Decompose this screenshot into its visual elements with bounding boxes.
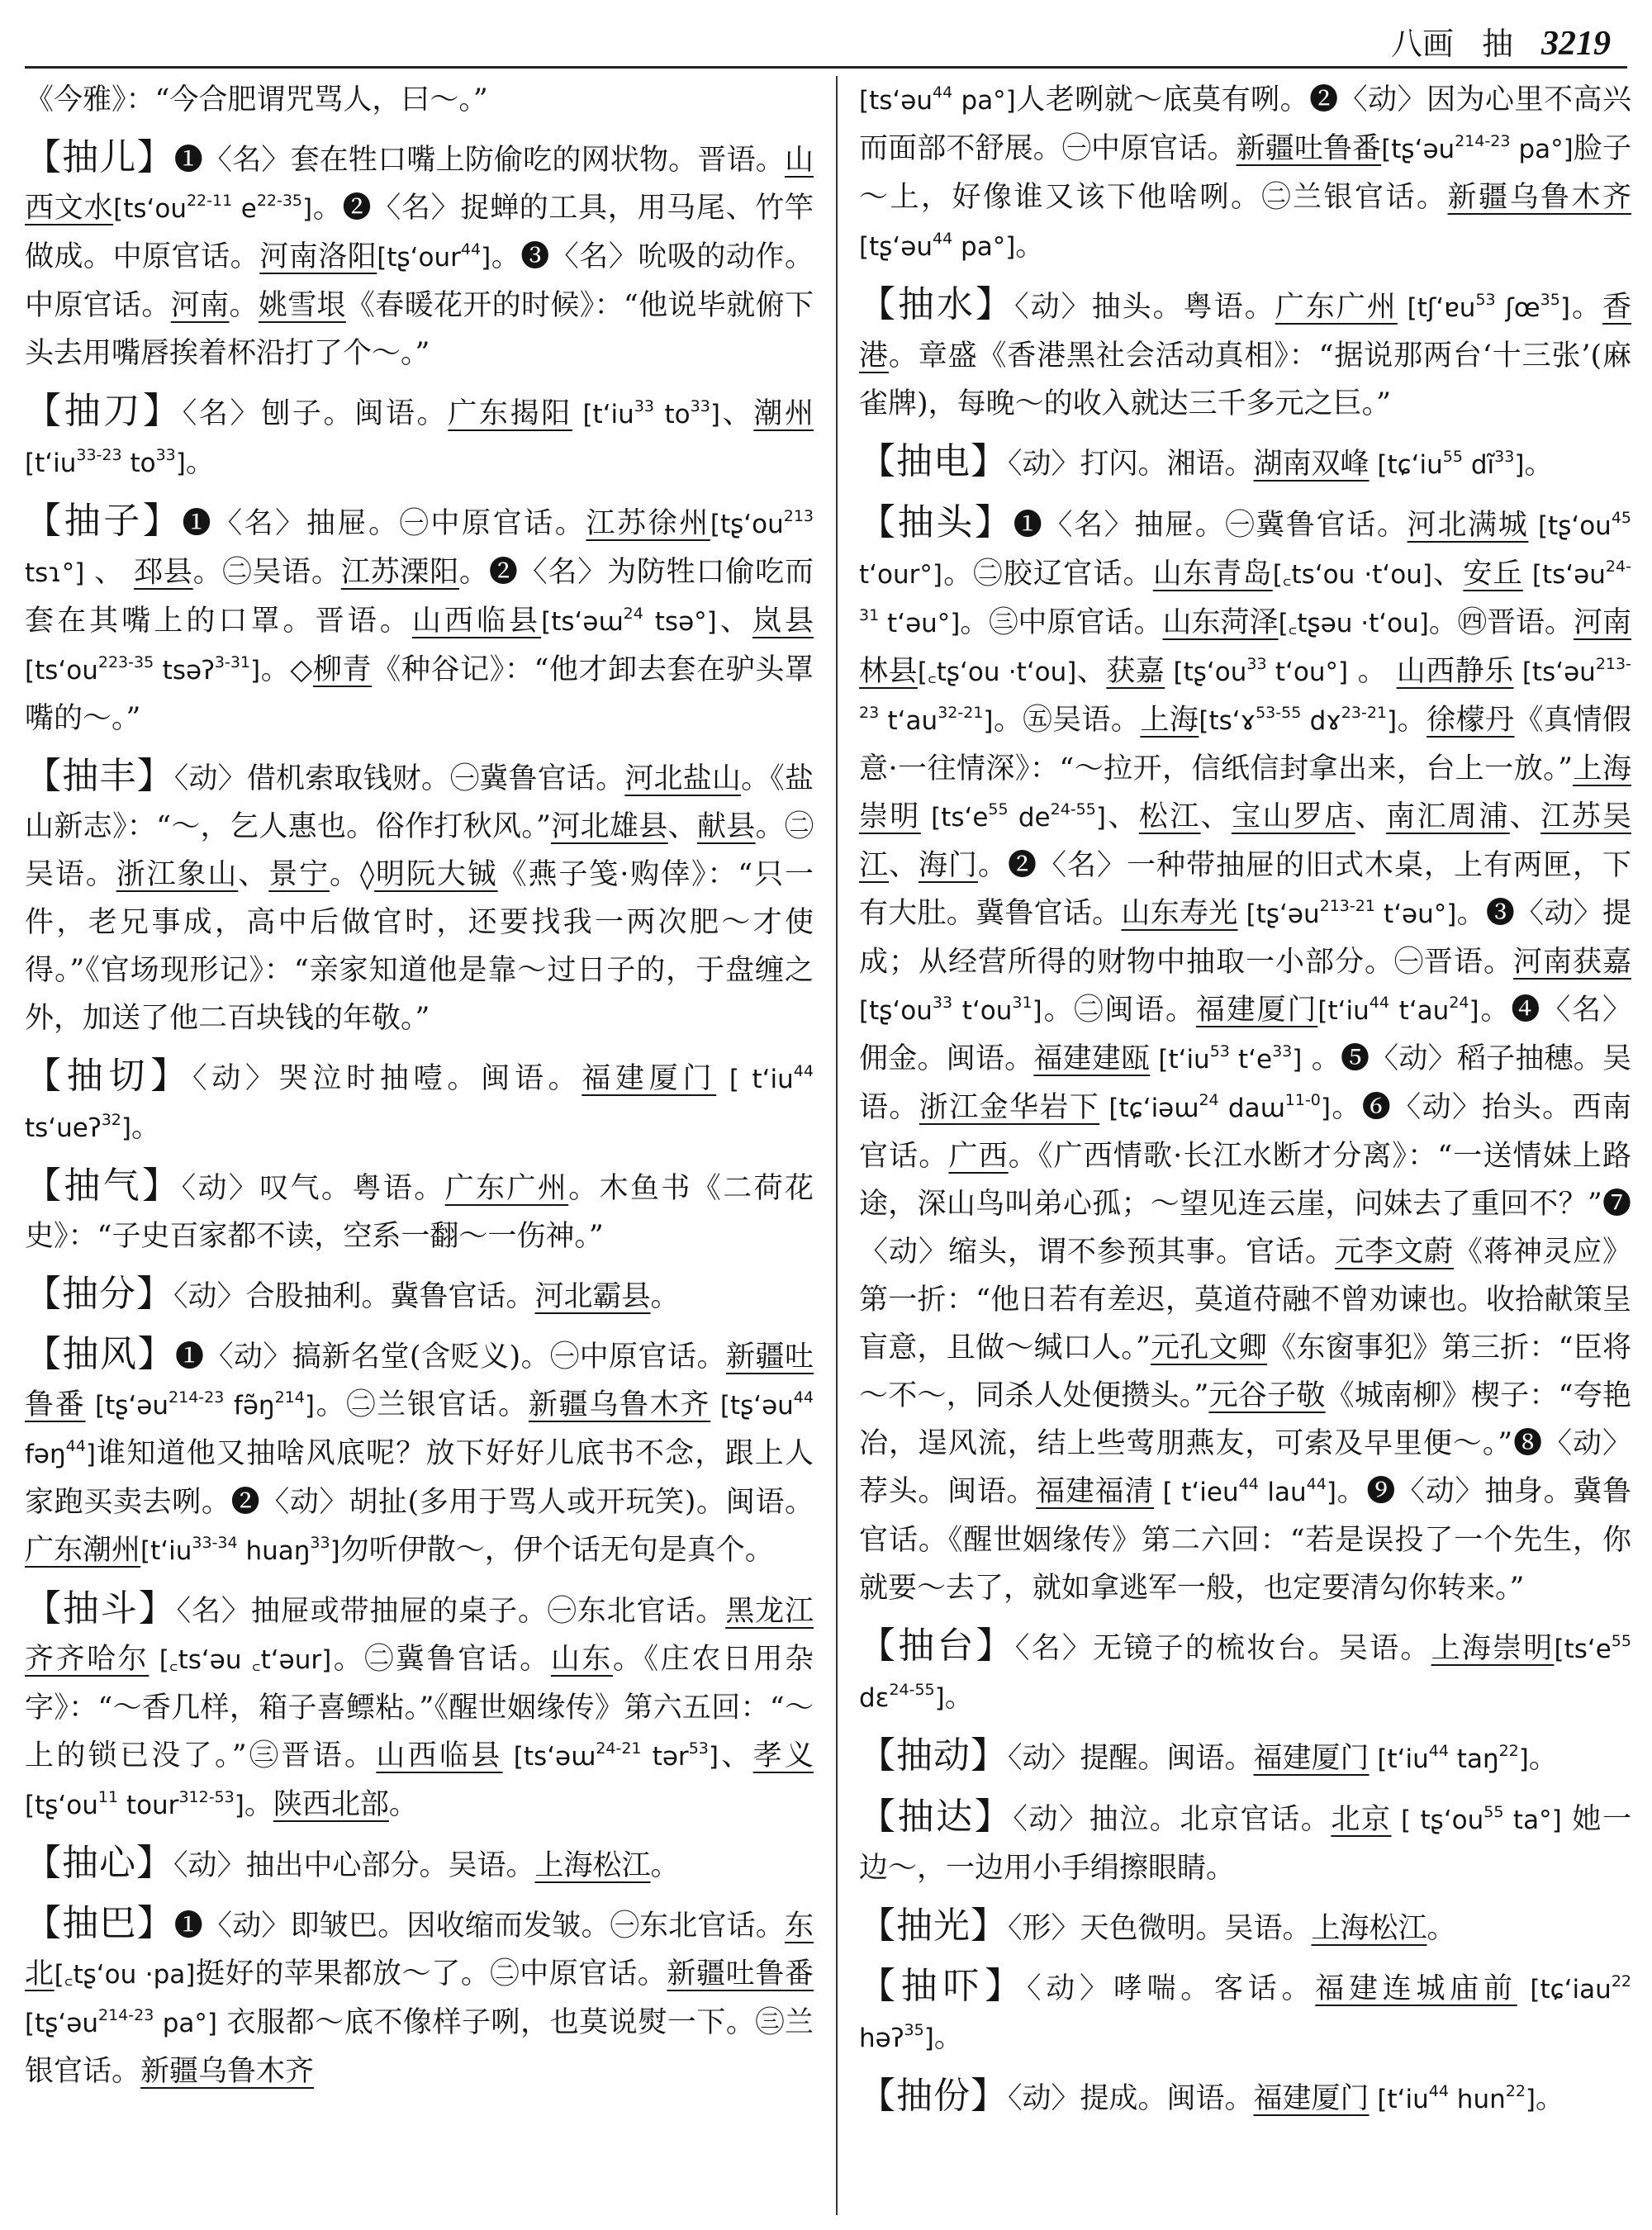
phonetic: [꜀tsʻou ·tʻou] <box>1272 560 1432 590</box>
phonetic: [꜀tʂʻou ·tʻou] <box>917 657 1077 687</box>
phonetic: [tsʻe$^{55}$ $de^{24-55}$] <box>920 800 1106 833</box>
page-number: 3219 <box>1541 25 1611 63</box>
page-header <box>1391 18 1611 64</box>
place-name: 广东广州 <box>1275 291 1398 324</box>
place-name: 山西临县 <box>376 1739 503 1772</box>
phonetic: [ tʻieu$^{44}$ lau$^{44}$] <box>1154 1475 1336 1507</box>
entry-choutou: 【抽头】❶〈名〉抽屉。㊀冀鲁官话。河北满城 [tʂʻou$^{45}$ tʻour°]。㊁胶辽官话。山东青岛[꜀tsʻou ·tʻou]、安丘 [tsʻəu$^{24-31}$ tʻəu°]。㊂中原官话。山东菏泽[꜀tʂəu ·tʻou]。㊃晋语。河南林县[꜀tʂʻou ·tʻou]、获嘉 [tʂʻou$^{33}$ tʻou°] 。 山西静乐 [tsʻəu$^{213-23}$ tʻau$^{32-21}$]。㊄吴语。上海[tsʻɤ$^{53-55}$ dɤ$^{23-21}$]。徐檬丹《真情假意·一往情深》：“～拉开，信纸信封拿出来，台上一放。”上海崇明 [tsʻe$^{55}$ $de^{24-55}$]、松江、宝山罗店、南汇周浦、江苏吴江、海门。❷〈名〉一种带抽屉的旧式木桌，上有两匣，下有大肚。冀鲁官话。山东寿光 [tʂʻəu$^{213-21}$ tʻəu°]。❸〈动〉提成；从经营所得的财物中抽取一小部分。㊀晋语。河南获嘉[tʂʻou$^{33}$ tʻou$^{31}$]。㊁闽语。福建厦门[tʻiu$^{44}$ tʻau$^{24}$]。❹〈名〉佣金。闽语。福建建瓯 [tʻiu$^{53}$ tʻe$^{33}$] 。❺〈动〉稻子抽穗。吴语。浙江金华岩下 [tɕʻiəɯ$^{24}$ daɯ$^{11-0}$]。❻〈动〉抬头。西南官话。广西。《广西情歌·长江水断才分离》：“一送情妹上路途，深山鸟叫弟心孤；～望见连云崖，问妹去了重回不？”❼〈动〉缩头，谓不参预其事。官话。元李文蔚《蒋神灵应》第一折：“他日若有差迟，莫道苻融不曾劝谏也。收拾献策呈盲意，且做～缄口人。”元孔文卿《东窗事犯》第三折：“臣将～不～，同杀人处便攒头。”元谷子敬《城南柳》楔子：“夸艳冶，逞风流，结上些莺朋燕友，可索及早里便～。”❽〈动〉荐头。闽语。福建福清 [ tʻieu$^{44}$ lau$^{44}$]。❾〈动〉抽身。冀鲁官话。《醒世姻缘传》第二六回：“若是误投了一个先生，你就要～去了，就如拿逃军一般，也定要清勾你转来。” <box>859 501 1631 1605</box>
place-name: 北京 <box>1331 1803 1392 1836</box>
place-name: 河北雄县 <box>551 810 668 843</box>
headword: 【抽电】 <box>859 440 1008 482</box>
phonetic: [꜀tsʻəu ꜀tʻəur] <box>149 1645 332 1675</box>
phonetic: [tʂʻou$^{11}$ tour$^{312-53}$] <box>25 1788 244 1820</box>
headword: 【抽动】 <box>859 1734 1008 1777</box>
entry-choufeng-a: 【抽丰】〈动〉借机索取钱财。㊀冀鲁官话。河北盐山。《盐山新志》：“～，乞人惠也。俗作打秋风。”河北雄县、献县。㊁吴语。浙江象山、景宁。◊明阮大铖《燕子笺·购倖》：“只一件，老兄事成，高中后做官时，还要找我一两次肥～才使得。”《官场现形记》：“亲家知道他是靠～过日子的，于盘缠之外，加送了他二百块钱的年敬。” <box>25 755 814 1035</box>
phonetic: [tsʻəɯ$^{24-21}$ tər$^{53}$] <box>502 1739 719 1772</box>
entry-continuation: 《今雅》：“今合肥谓咒骂人，曰～。” <box>25 83 488 116</box>
place-name: 上海 <box>1140 704 1199 737</box>
place-name: 陕西北部 <box>273 1788 389 1821</box>
headword: 【抽吓】 <box>859 1965 1028 2007</box>
phonetic: [tʻiu$^{33}$ $to^{33}$] <box>572 397 720 429</box>
place-name: 新疆乌鲁木齐 <box>140 2055 315 2088</box>
place-name: 上海崇明 <box>859 752 1631 833</box>
headword: 【抽气】 <box>25 1165 182 1207</box>
phonetic: [ tʂʻou$^{55}$ ta°] <box>1391 1803 1562 1835</box>
author-name: 元孔文卿 <box>1150 1331 1268 1364</box>
phonetic: [tʂʻəu$^{214-23}$ pa°] <box>1381 132 1574 164</box>
column-divider <box>836 76 838 2215</box>
entry-choudou: 【抽斗】〈名〉抽屉或带抽屉的桌子。㊀东北官话。黑龙江齐齐哈尔 [꜀tsʻəu ꜀tʻəur]。㊁冀鲁官话。山东。《庄农日用杂字》：“～香几样，箱子喜鳔粘。”《醒世姻缘传》第六五回：“～上的锁已没了。”㊂晋语。山西临县 [tsʻəɯ$^{24-21}$ tər$^{53}$]、孝义 [tʂʻou$^{11}$ tour$^{312-53}$]。陕西北部。 <box>25 1587 814 1821</box>
author-name: 徐檬丹 <box>1427 704 1515 737</box>
phonetic: [tɕʻiəɯ$^{24}$ daɯ$^{11-0}$] <box>1099 1091 1331 1123</box>
place-name: 献县 <box>696 810 756 843</box>
entry-choutai: 【抽台】〈名〉无镜子的梳妆台。吴语。上海崇明[tsʻe$^{55}$ dɛ$^{24-55}$]。 <box>859 1625 1631 1714</box>
place-name: 山西静乐 <box>1396 655 1514 688</box>
place-name: 黑龙江齐齐哈尔 <box>25 1595 814 1676</box>
place-name: 山东 <box>550 1643 613 1676</box>
place-name: 孝义 <box>752 1739 814 1772</box>
place-name: 景宁 <box>268 858 330 891</box>
headword: 【抽台】 <box>859 1625 1015 1667</box>
phonetic: [ tʻiu$^{44}$ tsʻueʔ$^{32}$] <box>25 1062 814 1143</box>
place-name: 浙江象山 <box>116 858 239 891</box>
place-name: 山东青岛 <box>1152 558 1273 591</box>
place-name: 潮州 <box>753 397 814 430</box>
author-name: 姚雪垠 <box>258 289 346 322</box>
entry-chouxin: 【抽心】〈动〉抽出中心部分。吴语。上海松江。 <box>25 1842 680 1884</box>
phonetic: [꜀tʂəu ·tʻou] <box>1278 609 1429 638</box>
headword: 【抽水】 <box>859 283 1015 325</box>
entry-choushui: 【抽水】〈动〉抽头。粤语。广东广州 [tʃʻɐu$^{53}$ ʃœ$^{35}$]。香港。章盛《香港黑社会活动真相》：“据说那两台‘十三张’(麻雀牌)，每晚～的收入就达三千多元之巨。” <box>859 283 1631 420</box>
phonetic: [tsʻou$^{22-11}$ $e^{22-35}$] <box>113 192 313 224</box>
place-name: 福建厦门 <box>1195 994 1318 1027</box>
header-section: 八画 <box>1390 26 1454 62</box>
author-name: 元李文蔚 <box>1334 1236 1454 1269</box>
headword: 【抽儿】 <box>25 136 174 178</box>
phonetic: [tʂʻour$^{44}$] <box>377 240 491 273</box>
headword: 【抽巴】 <box>25 1902 174 1944</box>
phonetic: [tsʻɤ$^{53-55}$ dɤ$^{23-21}$] <box>1199 704 1398 736</box>
place-name: 邳县 <box>134 556 193 589</box>
place-name: 获嘉 <box>1106 655 1165 688</box>
place-name: 上海崇明 <box>1431 1632 1555 1665</box>
place-name: 广东潮州 <box>25 1534 141 1567</box>
phonetic: [tʂʻou$^{45}$ tʻour°] <box>859 509 1631 590</box>
place-name: 福建厦门 <box>582 1062 717 1095</box>
entry-chouqi: 【抽气】〈动〉叹气。粤语。广东广州。木鱼书《二荷花史》：“子史百家都不读，空系一翻～一伤神。” <box>25 1165 814 1253</box>
place-name: 福建厦门 <box>1253 1742 1370 1775</box>
place-name: 广东揭阳 <box>448 397 572 430</box>
place-name: 上海松江 <box>1311 1912 1427 1945</box>
header-char: 抽 <box>1481 26 1513 62</box>
phonetic: [tɕʻiu$^{55}$ $dĩ^{33}$] <box>1369 448 1525 480</box>
place-name: 岚县 <box>752 605 814 638</box>
place-name: 山东菏泽 <box>1162 606 1279 639</box>
place-name: 东北 <box>25 1910 814 1990</box>
place-name: 广东广州 <box>444 1172 569 1205</box>
place-name: 河北盐山 <box>624 762 742 795</box>
place-name: 湖南双峰 <box>1253 448 1370 481</box>
phonetic: [tsʻəu$^{24-31}$ tʻəu°] <box>859 558 1631 638</box>
place-name: 山东寿光 <box>1121 897 1238 930</box>
header-rule <box>25 66 1627 69</box>
place-name: 新疆吐鲁番 <box>1236 132 1382 165</box>
headword: 【抽达】 <box>859 1796 1014 1838</box>
headword: 【抽心】 <box>25 1842 173 1884</box>
place-name: 新疆吐鲁番 <box>667 1957 814 1990</box>
entry-chouba: 【抽巴】❶〈动〉即皱巴。因收缩而发皱。㊀东北官话。东北[꜀tʂʻou ·pa]挺好的苹果都放～了。㊁中原官话。新疆吐鲁番 [tʂʻəu$^{214-23}$ pa°] 衣服都～底不像样子咧，也莫说熨一下。㊂兰银官话。新疆乌鲁木齐 <box>25 1902 814 2088</box>
place-name: 江苏徐州 <box>586 507 710 540</box>
phonetic: [tʻiu$^{33-34}$ huaŋ$^{33}$] <box>140 1534 340 1566</box>
place-name: 江苏溧阳 <box>340 556 460 589</box>
entry-choudian: 【抽电】〈动〉打闪。湘语。湖南双峰 [tɕʻiu$^{55}$ $dĩ^{33}$]。 <box>859 440 1554 482</box>
headword: 【抽风】 <box>25 1333 175 1375</box>
entry-choufen: 【抽分】〈动〉合股抽利。冀鲁官话。河北霸县。 <box>25 1273 680 1315</box>
left-column <box>25 76 814 2223</box>
place-name: 上海松江 <box>534 1849 651 1882</box>
headword: 【抽光】 <box>859 1905 1008 1947</box>
author-name: 柳青 <box>312 653 373 686</box>
phonetic: [tʂʻəu$^{213-21}$ tʻəu°] <box>1237 897 1457 929</box>
place-name: 南汇周浦 <box>1386 800 1510 833</box>
entry-chouzi: 【抽子】❶〈名〉抽屉。㊀中原官话。江苏徐州[tʂʻou$^{213}$ tsɿ°] 、 邳县。㊁吴语。江苏溧阳。❷〈名〉为防牲口偷吃而套在其嘴上的口罩。晋语。山西临县[tsʻəɯ$^{24}$ tsə°]、岚县 [tsʻou$^{223-35}$ tsəʔ$^{3-31}$]。◇柳青《种谷记》：“他才卸去套在驴头罩嘴的～。” <box>25 500 814 735</box>
author-name: 明阮大铖 <box>374 858 498 891</box>
place-name: 新疆乌鲁木齐 <box>528 1388 711 1421</box>
phonetic: [tsʻəɯ$^{24}$ tsə°] <box>541 605 717 637</box>
phonetic: [tsʻəu$^{44}$ pa°] <box>859 83 1016 116</box>
place-name: 福建厦门 <box>1253 2082 1370 2115</box>
place-name: 河北满城 <box>1407 509 1529 542</box>
phonetic: [tsʻəu$^{213-23}$ tʻau$^{32-21}$] <box>859 655 1631 736</box>
entry-chouer: 【抽儿】❶〈名〉套在牲口嘴上防偷吃的网状物。晋语。山西文水[tsʻou$^{22-11}$ $e^{22-35}$]。❷〈名〉捉蝉的工具，用马尾、竹竿做成。中原官话。河南洛阳[tʂʻour$^{44}$]。❸〈名〉吮吸的动作。中原官话。河南。姚雪垠《春暖花开的时候》：“他说毕就俯下头去用嘴唇挨着杯沿打了个～。” <box>25 136 814 370</box>
place-name: 广西 <box>948 1140 1009 1173</box>
entry-choudong: 【抽动】〈动〉提醒。闽语。福建厦门 [tʻiu$^{44}$ taŋ$^{22}$]。 <box>859 1734 1558 1777</box>
entry-chouqie: 【抽切】〈动〉哭泣时抽噎。闽语。福建厦门 [ tʻiu$^{44}$ tsʻueʔ$^{32}$]。 <box>25 1055 814 1144</box>
headword: 【抽刀】 <box>25 390 183 432</box>
place-name: 香港 <box>859 291 1631 372</box>
place-name: 河南林县 <box>859 606 1631 688</box>
entry-chouda: 【抽达】〈动〉抽泣。北京官话。北京 [ tʂʻou$^{55}$ ta°] 她一边～，一边用小手绢擦眼睛。 <box>859 1796 1631 1885</box>
place-name: 河南洛阳 <box>259 240 377 273</box>
headword: 【抽份】 <box>859 2075 1008 2117</box>
place-name: 山西文水 <box>25 144 814 225</box>
headword: 【抽斗】 <box>25 1587 177 1630</box>
phonetic: [tʻiu$^{44}$ taŋ$^{22}$] <box>1369 1742 1529 1774</box>
phonetic: [tɕʻiau$^{22}$ həʔ$^{35}$] <box>859 1972 1631 2053</box>
entry-chouxia: 【抽吓】〈动〉哮喘。客话。福建连城庙前 [tɕʻiau$^{22}$ həʔ$^{35}$]。 <box>859 1965 1631 2054</box>
headword: 【抽切】 <box>25 1055 192 1097</box>
phonetic: [tʃʻɐu$^{53}$ ʃœ$^{35}$] <box>1397 291 1570 323</box>
place-name: 河南获嘉 <box>1512 946 1631 979</box>
place-name: 山西临县 <box>411 605 542 638</box>
phonetic: [tʂʻou$^{213}$ tsɿ°] <box>25 507 814 588</box>
place-name: 福建建瓯 <box>1033 1042 1151 1075</box>
headword: 【抽丰】 <box>25 755 174 797</box>
entry-choudao: 【抽刀】〈名〉刨子。闽语。广东揭阳 [tʻiu$^{33}$ $to^{33}$]、潮州 [tʻiu$^{33-23}$ $to^{33}$]。 <box>25 390 814 479</box>
entry-chouguang: 【抽光】〈形〉天色微明。吴语。上海松江。 <box>859 1905 1456 1947</box>
entry-chouba-continued: [tsʻəu$^{44}$ pa°]人老咧就～底莫有咧。❷〈动〉因为心里不高兴而面部不舒展。㊀中原官话。新疆吐鲁番[tʂʻəu$^{214-23}$ pa°]脸子～上，好像谁又该下他啥咧。㊁兰银官话。新疆乌鲁木齐 [tʂʻəu$^{44}$ pa°]。 <box>859 83 1631 263</box>
place-name: 新疆乌鲁木齐 <box>1447 181 1631 214</box>
headword: 【抽分】 <box>25 1273 173 1315</box>
phonetic: [꜀tʂʻou ·pa] <box>54 1960 196 1990</box>
phonetic: [tsʻe$^{55}$ dɛ$^{24-55}$] <box>859 1632 1631 1713</box>
place-name: 福建连城庙前 <box>1315 1972 1517 2005</box>
place-name: 松江 <box>1138 800 1201 833</box>
phonetic: [tʂʻəu$^{214-23}$ $fə̃ŋ^{214}$] <box>85 1388 315 1421</box>
phonetic: [tʻiu$^{53}$ tʻe$^{33}$] <box>1150 1042 1303 1075</box>
phonetic: [tʂʻəu$^{44}$ fəŋ$^{44}$] <box>25 1388 814 1469</box>
place-name: 福建福清 <box>1036 1475 1155 1508</box>
place-name: 河南 <box>170 289 230 322</box>
phonetic: [tʻiu$^{33-23}$ $to^{33}$] <box>25 446 186 478</box>
place-name: 江苏吴江 <box>859 800 1631 882</box>
phonetic: [tʻiu$^{44}$ hun$^{22}$] <box>1369 2082 1536 2114</box>
right-column <box>859 76 1631 2223</box>
entry-choufeng-b: 【抽风】❶〈动〉搞新名堂(含贬义)。㊀中原官话。新疆吐鲁番 [tʂʻəu$^{214-23}$ $fə̃ŋ^{214}$]。㊁兰银官话。新疆乌鲁木齐 [tʂʻəu$^{44}$ fəŋ$^{44}$]谁知道他又抽啥风底呢？放下好好儿底书不念，跟上人家跑买卖去咧。❷〈动〉胡扯(多用于骂人或开玩笑)。闽语。广东潮州[tʻiu$^{33-34}$ huaŋ$^{33}$]勿听伊散～，伊个话无句是真个。 <box>25 1333 814 1567</box>
place-name: 安丘 <box>1463 558 1523 591</box>
entry-choufen2: 【抽份】〈动〉提成。闽语。福建厦门 [tʻiu$^{44}$ hun$^{22}$]。 <box>859 2075 1565 2117</box>
place-name: 宝山罗店 <box>1232 800 1355 833</box>
phonetic: [tʂʻou$^{33}$ tʻou°] <box>1165 655 1349 687</box>
phonetic: [tʂʻəu$^{214-23}$ pa°] <box>25 2006 217 2038</box>
author-name: 元谷子敬 <box>1208 1379 1326 1412</box>
phonetic: [tʂʻəu$^{44}$ pa°] <box>859 230 1016 262</box>
place-name: 海门 <box>919 849 978 882</box>
headword: 【抽头】 <box>859 501 1014 543</box>
place-name: 河北霸县 <box>534 1280 651 1313</box>
phonetic: [tʂʻou$^{33}$ tʻou$^{31}$] <box>859 994 1042 1026</box>
phonetic: [tsʻou$^{223-35}$ tsəʔ$^{3-31}$] <box>25 653 261 686</box>
headword: 【抽子】 <box>25 500 183 542</box>
place-name: 新疆吐鲁番 <box>25 1340 814 1421</box>
place-name: 浙江金华岩下 <box>919 1091 1100 1124</box>
phonetic: [tʻiu$^{44}$ tʻau$^{24}$] <box>1317 994 1479 1026</box>
